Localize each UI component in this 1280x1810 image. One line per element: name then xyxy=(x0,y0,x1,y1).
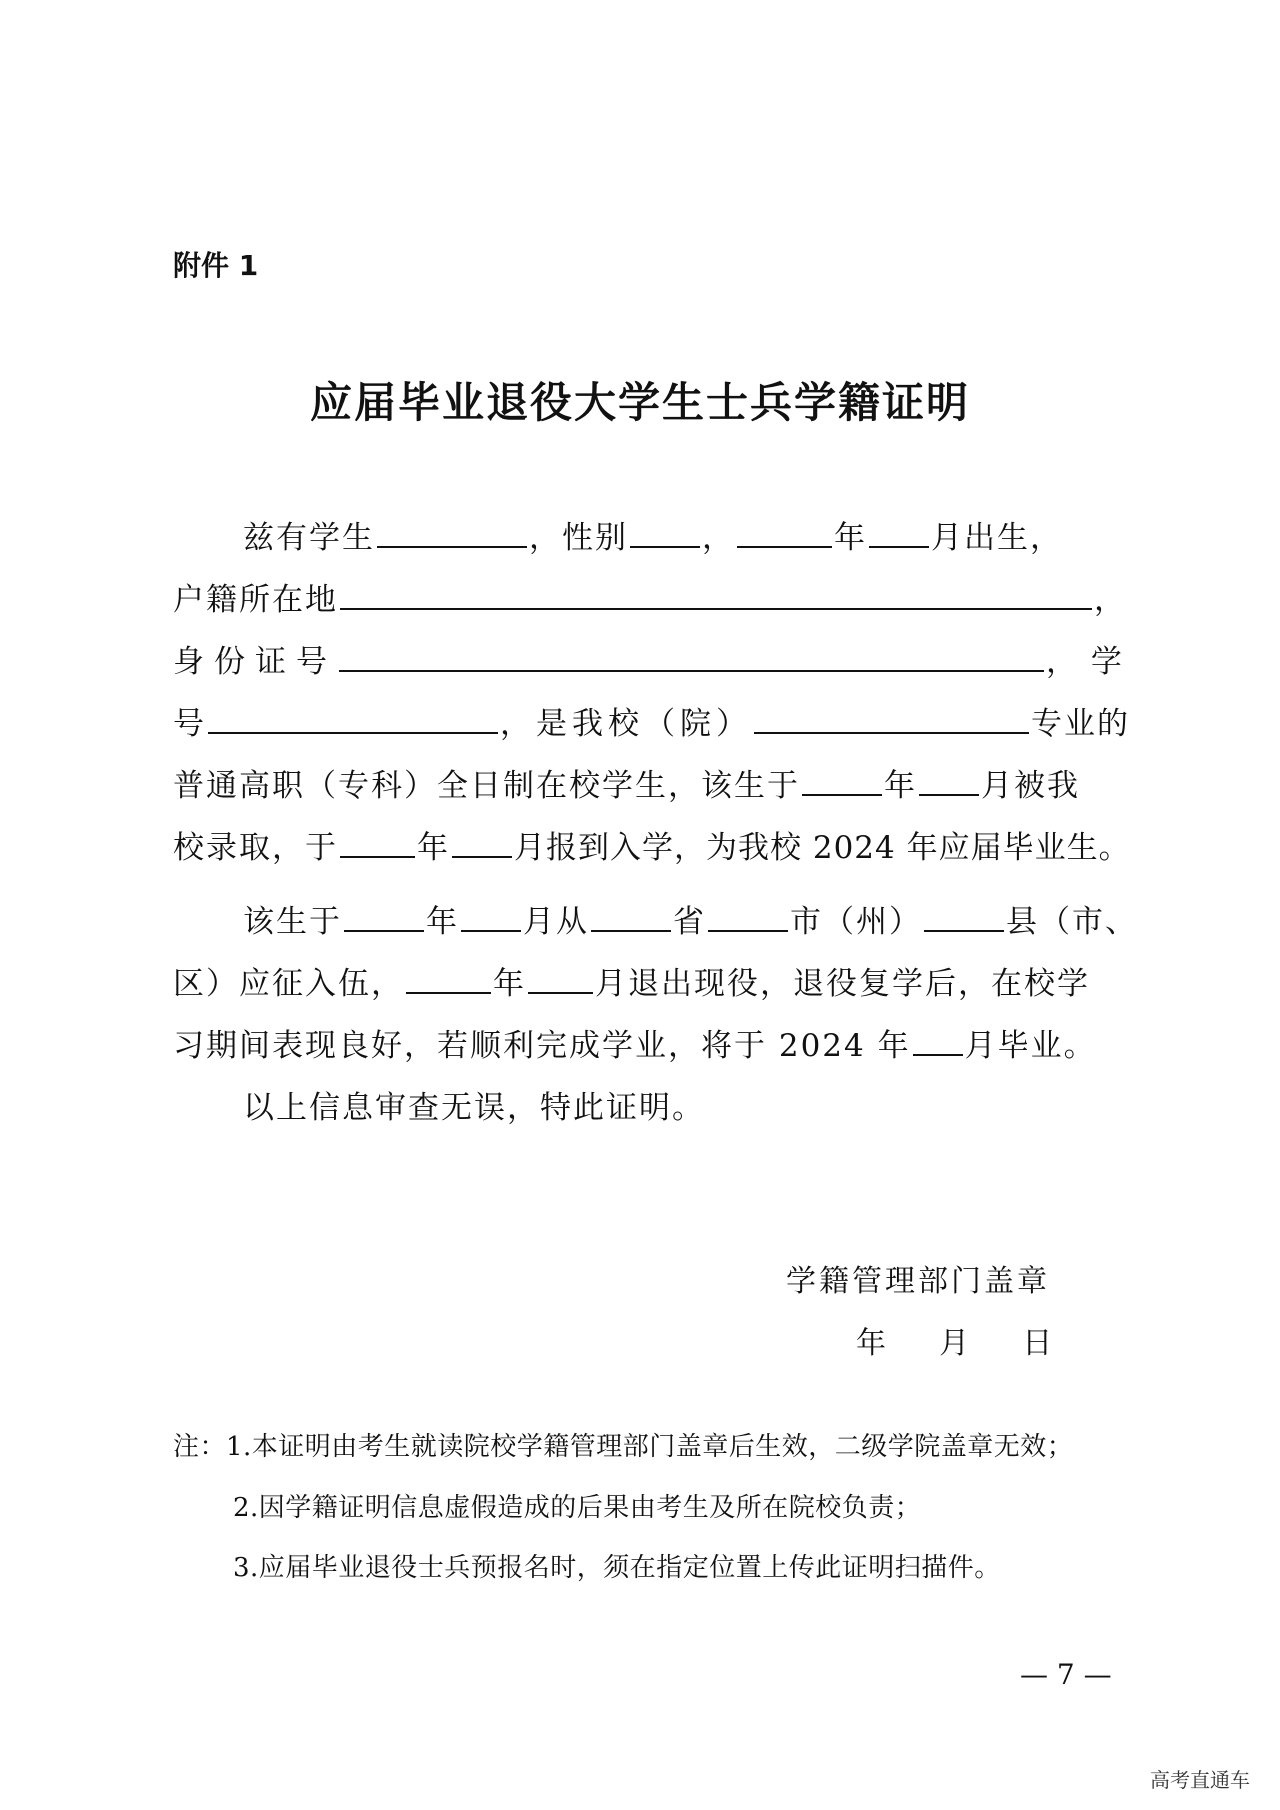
student-number-blank[interactable] xyxy=(208,704,498,734)
text-segment: 户籍所在地 xyxy=(173,582,338,618)
admission-year-blank[interactable] xyxy=(802,766,882,796)
province-blank[interactable] xyxy=(591,902,671,932)
birth-year-blank[interactable] xyxy=(737,518,832,548)
text-segment: ， 学 xyxy=(1046,644,1124,680)
attachment-label: 附件 1 xyxy=(173,249,259,282)
body-line-4 xyxy=(173,698,1130,743)
birth-month-blank[interactable] xyxy=(869,518,929,548)
text-segment: 月退出现役，退役复学后，在校学 xyxy=(595,966,1090,1002)
body-line-1 xyxy=(243,512,1063,557)
text-segment: 年 xyxy=(884,768,917,804)
text-segment: 专业的 xyxy=(1031,706,1130,742)
text-segment: 年 xyxy=(493,966,526,1002)
household-register-blank[interactable] xyxy=(340,580,1092,610)
body-line-10: 以上信息审查无误，特此证明。 xyxy=(243,1090,705,1126)
body-line-5 xyxy=(173,760,1080,805)
text-segment: 普通高职（专科）全日制在校学生，该生于 xyxy=(173,768,800,804)
text-segment: 年 xyxy=(417,830,450,866)
document-title: 应届毕业退役大学生士兵学籍证明 xyxy=(309,378,970,427)
text-segment: 习期间表现良好，若顺利完成学业，将于 2024 年 xyxy=(173,1028,911,1064)
county-blank[interactable] xyxy=(924,902,1004,932)
text-segment: 兹有学生 xyxy=(243,520,375,556)
text-segment: 号 xyxy=(173,706,206,742)
enroll-year-blank[interactable] xyxy=(340,828,415,858)
text-segment: 省 xyxy=(673,904,706,940)
text-segment: 月出生， xyxy=(931,520,1063,556)
discharge-month-blank[interactable] xyxy=(528,964,593,994)
watermark-text: 高考直通车 xyxy=(1150,1768,1250,1792)
seal-label: 学籍管理部门盖章 xyxy=(786,1264,1050,1299)
admission-month-blank[interactable] xyxy=(919,766,979,796)
gender-blank[interactable] xyxy=(630,518,700,548)
text-segment: 校录取，于 xyxy=(173,830,338,866)
text-segment: ，是我校（院） xyxy=(500,706,752,742)
discharge-year-blank[interactable] xyxy=(406,964,491,994)
major-blank[interactable] xyxy=(754,704,1029,734)
date-label: 年 月 日 xyxy=(856,1326,1056,1361)
text-segment: ，性别 xyxy=(529,520,628,556)
city-blank[interactable] xyxy=(708,902,788,932)
text-segment: 月报到入学，为我校 2024 年应届毕业生。 xyxy=(514,830,1131,866)
body-line-6 xyxy=(173,822,1131,867)
enroll-month-blank[interactable] xyxy=(452,828,512,858)
text-segment: 该生于 xyxy=(243,904,342,940)
text-segment: 年 xyxy=(834,520,867,556)
text-segment: 月毕业。 xyxy=(964,1028,1097,1064)
body-line-9 xyxy=(173,1020,1097,1065)
body-line-7 xyxy=(243,896,1138,941)
page-number: — 7 — xyxy=(1020,1658,1112,1691)
text-segment: 区）应征入伍， xyxy=(173,966,404,1002)
text-segment: 县（市、 xyxy=(1006,904,1138,940)
text-segment: 年 xyxy=(426,904,459,940)
body-line-2 xyxy=(173,574,1127,619)
body-line-3 xyxy=(173,636,1124,681)
graduation-month-blank[interactable] xyxy=(913,1026,963,1056)
body-line-8 xyxy=(173,958,1090,1003)
enlist-year-blank[interactable] xyxy=(344,902,424,932)
text-segment: ， xyxy=(1094,582,1127,618)
text-segment: 月被我 xyxy=(981,768,1080,804)
text-segment: ， xyxy=(702,520,735,556)
note-1: 注：1.本证明由考生就读院校学籍管理部门盖章后生效，二级学院盖章无效； xyxy=(173,1432,1074,1462)
enlist-month-blank[interactable] xyxy=(461,902,521,932)
student-name-blank[interactable] xyxy=(377,518,527,548)
note-2: 2.因学籍证明信息虚假造成的后果由考生及所在院校负责； xyxy=(233,1493,922,1523)
text-segment: 市（州） xyxy=(790,904,922,940)
text-segment: 身份证号 xyxy=(173,644,337,680)
id-number-blank[interactable] xyxy=(339,642,1044,672)
note-3: 3.应届毕业退役士兵预报名时，须在指定位置上传此证明扫描件。 xyxy=(233,1553,1001,1583)
text-segment: 月从 xyxy=(523,904,589,940)
